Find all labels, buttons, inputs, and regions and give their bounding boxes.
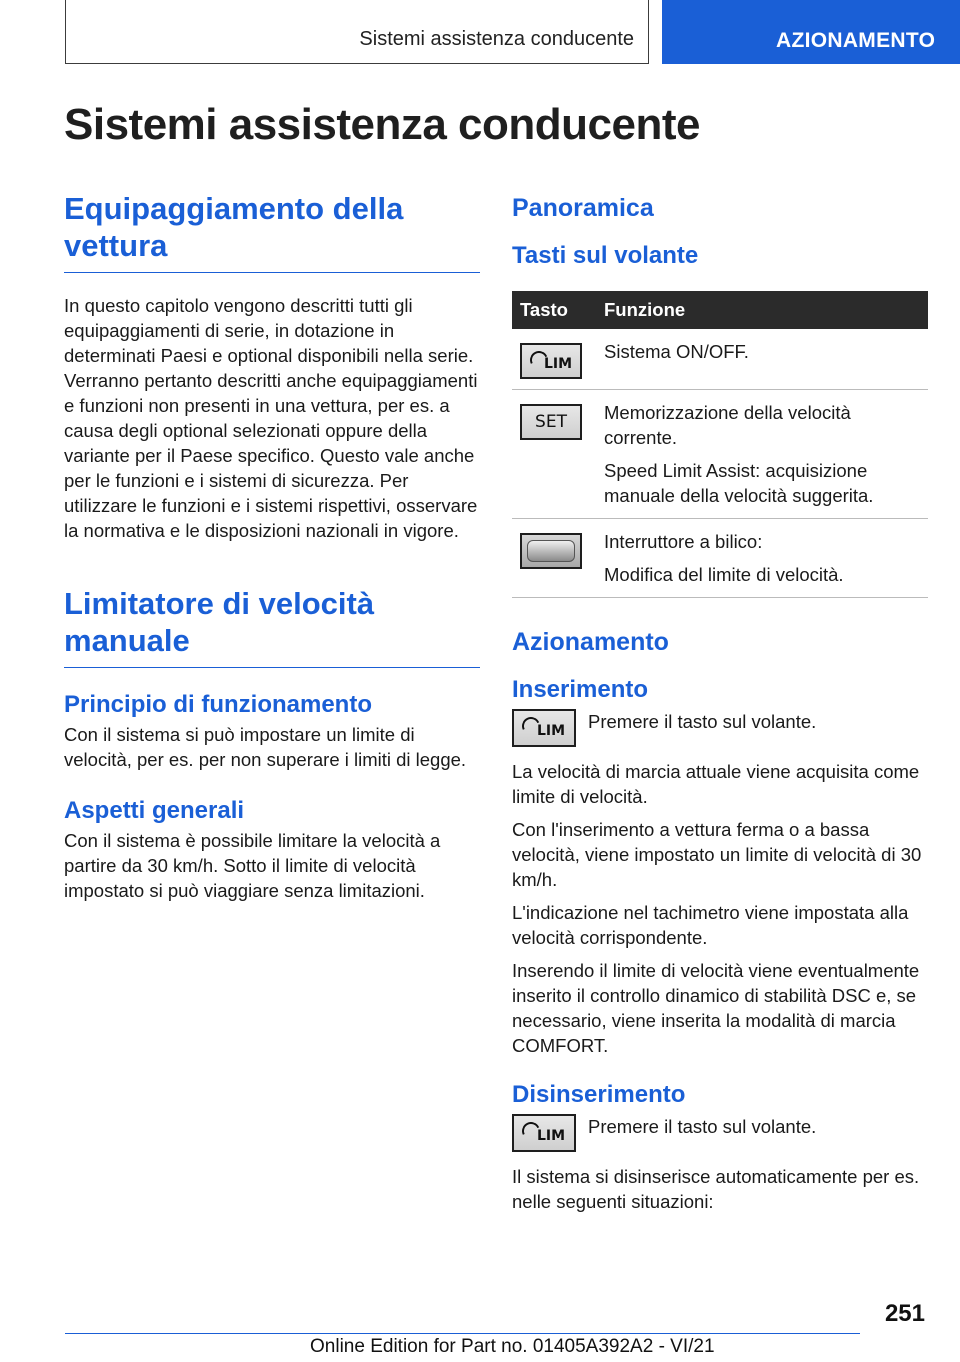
switch-on-instruction	[512, 709, 928, 747]
lim-button-icon: LIM	[512, 709, 576, 747]
lim-button-icon: LIM	[512, 1114, 576, 1152]
table-row	[512, 329, 928, 390]
table-header-row	[512, 291, 928, 329]
switch-off-title: Disinserimento	[512, 1081, 686, 1108]
switch-off-text-1: Il sistema si disinserisce automaticamente per es. nelle seguenti situazioni:	[512, 1166, 920, 1212]
table-header-key: Tasto	[512, 291, 596, 329]
footer-divider	[65, 1333, 860, 1334]
row-lim-text: Sistema ON/OFF.	[604, 341, 749, 362]
row-set-text-2: Speed Limit Assist: acquisizione manuale della velocità suggerita.	[604, 460, 874, 506]
section-speed-limiter-title: Limitatore di velocità manuale	[64, 585, 480, 668]
switch-on-text-1: La velocità di marcia attuale viene acquisita come limite di velocità.	[512, 761, 920, 807]
footer-edition: Online Edition for Part no. 01405A392A2 - VI/21	[310, 1336, 715, 1357]
general-title: Aspetti generali	[64, 797, 245, 824]
table-header-function: Funzione	[596, 291, 928, 329]
principle-text: Con il sistema si può impostare un limite di velocità, per es. per non superare i limiti di legge.	[64, 724, 467, 770]
keys-table	[512, 291, 928, 598]
page-title: Sistemi assistenza conducente	[64, 100, 700, 149]
left-column	[64, 190, 480, 903]
header-chapter-tab	[662, 0, 960, 64]
principle-title: Principio di funzionamento	[64, 691, 372, 718]
row-set-text-1: Memorizzazione della velocità corrente.	[604, 402, 851, 448]
row-rocker-text-1: Interruttore a bilico:	[604, 531, 763, 552]
table-row	[512, 390, 928, 519]
header-chapter-label: AZIONAMENTO	[776, 29, 936, 52]
switch-off-instruction	[512, 1114, 928, 1152]
switch-on-title: Inserimento	[512, 676, 649, 703]
switch-off-press-text: Premere il tasto sul volante.	[588, 1116, 817, 1137]
switch-on-text-4: Inserendo il limite di velocità viene eventualmente inserito il controllo dinamico di stabilità DSC e, se necessario, viene inserita la modalità di marcia COMFORT.	[512, 960, 920, 1056]
switch-on-text-2: Con l'inserimento a vettura ferma o a bassa velocità, viene impostato un limite di velocità di 30 km/h.	[512, 819, 922, 890]
equipment-text: In questo capitolo vengono descritti tutti gli equipaggiamenti di serie, in dotazione in determinati Paesi e optional disponibili nella serie. Verranno pertanto descritti anche equipaggiamenti e funzioni non presenti in una vettura, per es. a causa degli optional selezionati oppure della variante per il Paese specifico. Questo vale anche per le funzioni e i sistemi di sicurezza. Per utilizzare le funzioni e i sistemi rispettivi, osservare la normativa e le disposizioni nazionali in vigore.	[64, 295, 478, 541]
switch-on-text-3: L'indicazione nel tachimetro viene impostata alla velocità corrispondente.	[512, 902, 909, 948]
switch-on-press-text: Premere il tasto sul volante.	[588, 711, 817, 732]
table-row	[512, 519, 928, 598]
rocker-switch-icon	[520, 533, 582, 569]
header-section-tab	[65, 0, 649, 64]
section-equipment-title: Equipaggiamento della vettura	[64, 190, 480, 273]
header-section-label: Sistemi assistenza conducente	[359, 28, 634, 50]
set-button-icon: SET	[520, 404, 582, 440]
general-text: Con il sistema è possibile limitare la velocità a partire da 30 km/h. Sotto il limite di velocità impostato si può viaggiare senza limitazioni.	[64, 830, 441, 901]
page-number: 251	[884, 1300, 925, 1327]
steering-keys-title: Tasti sul volante	[512, 242, 699, 269]
lim-button-icon: LIM	[520, 343, 582, 379]
operation-title: Azionamento	[512, 628, 669, 656]
right-column	[512, 190, 928, 1214]
overview-title: Panoramica	[512, 194, 654, 222]
row-rocker-text-2: Modifica del limite di velocità.	[604, 564, 844, 585]
